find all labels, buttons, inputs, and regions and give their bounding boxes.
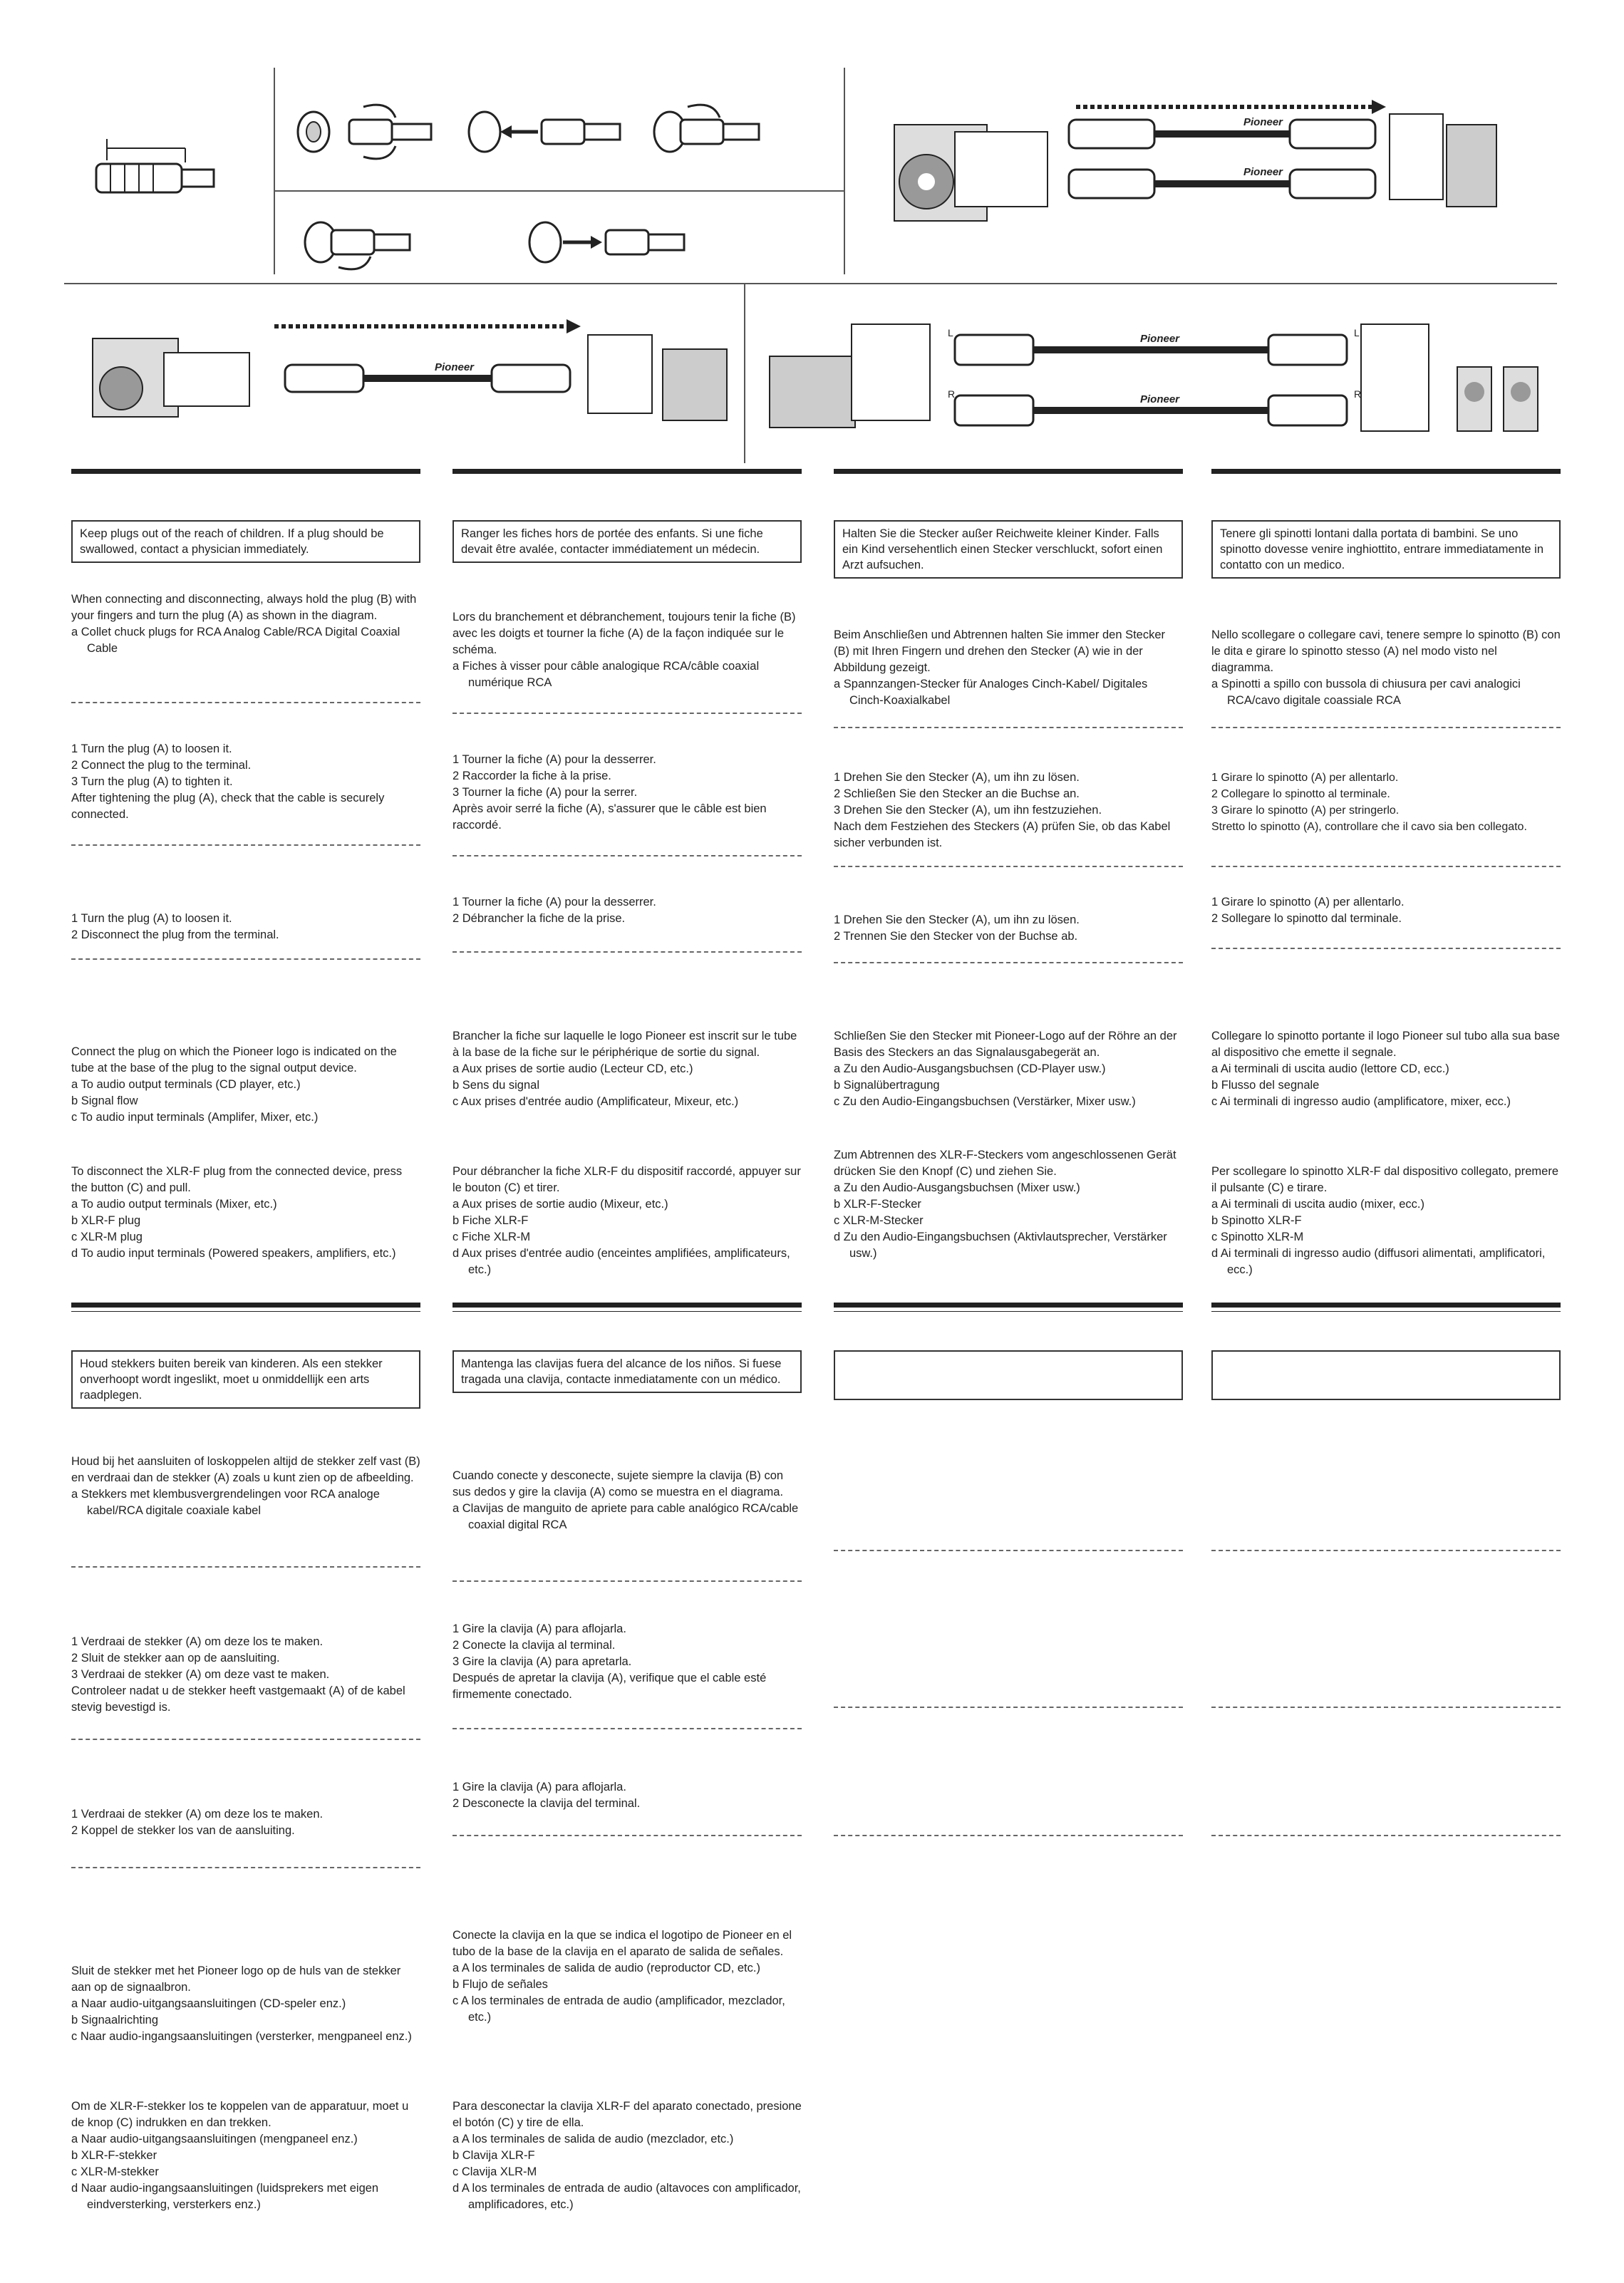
list-item: 2 Desconecte la clavija del terminal. <box>452 1797 641 1810</box>
child-warning: Ranger les fiches hors de portée des enfants. Si une fiche devait être avalée, contacter immédiatement un médecin. <box>452 520 802 563</box>
child-warning: Houd stekkers buiten bereik van kinderen. Als een stekker onverhoopt wordt ingeslikt, moet u onmiddellijk een arts raadplegen. <box>71 1350 420 1409</box>
list-item: a Spannzangen-Stecker für Analoges Cinch-Kabel/ Digitales Cinch-Koaxialkabel <box>834 678 1148 707</box>
cable-label: Pioneer <box>435 361 475 373</box>
divider <box>1211 866 1561 867</box>
paragraph: Controleer nadat u de stekker heeft vastgemaakt (A) of de kabel stevig bevestigd is. <box>71 1684 405 1714</box>
list-item: d Aux prises d'entrée audio (enceintes amplifiées, amplificateurs, etc.) <box>452 1247 790 1276</box>
divider <box>834 1550 1183 1551</box>
tighten-steps <box>1211 770 1561 835</box>
child-warning: Mantenga las clavijas fuera del alcance de los niños. Si fuese tragada una clavija, contacte inmediatamente con un médico. <box>452 1350 802 1393</box>
disconnect-steps <box>71 911 420 943</box>
list-item: 1 Girare lo spinotto (A) per allentarlo. <box>1211 896 1405 908</box>
section-rule <box>1211 1311 1561 1312</box>
list-item: b Signalübertragung <box>834 1079 940 1092</box>
logo-instructions <box>1211 1028 1561 1110</box>
paragraph: To disconnect the XLR-F plug from the connected device, press the button (C) and pull. <box>71 1165 403 1194</box>
list-item: a Ai terminali di uscita audio (mixer, ecc.) <box>1211 1198 1424 1211</box>
divider <box>1211 948 1561 949</box>
divider <box>71 1739 420 1740</box>
mixer-device-2 <box>663 349 727 420</box>
paragraph: Brancher la fiche sur laquelle le logo Pioneer est inscrit sur le tube à la base de la fiche sur le périphérique de sortie du signal. <box>452 1030 797 1059</box>
connect-instructions <box>71 1454 420 1519</box>
list-item: 1 Drehen Sie den Stecker (A), um ihn zu lösen. <box>834 913 1080 926</box>
list-item: b Fiche XLR-F <box>452 1214 529 1227</box>
list-item: 2 Sollegare lo spinotto dal terminale. <box>1211 912 1402 925</box>
disconnect-steps <box>452 1779 802 1812</box>
list-item: 2 Conecte la clavija al terminal. <box>452 1639 616 1652</box>
list-item: a To audio output terminals (Mixer, etc.) <box>71 1198 277 1211</box>
cable-label: Pioneer <box>1243 116 1283 128</box>
list-item: a Ai terminali di uscita audio (lettore CD, ecc.) <box>1211 1062 1449 1075</box>
xlr-instructions <box>834 1147 1183 1262</box>
output-panel-zoom <box>955 132 1048 207</box>
list-item: d Zu den Audio-Eingangsbuchsen (Aktivlautsprecher, Verstärker usw.) <box>834 1231 1167 1260</box>
divider <box>1211 727 1561 728</box>
xlr-instructions <box>452 2098 802 2213</box>
divider <box>452 855 802 856</box>
section-bar <box>452 469 802 474</box>
list-item: b XLR-F-Stecker <box>834 1198 921 1211</box>
section-bar <box>71 1303 420 1308</box>
paragraph: Zum Abtrennen des XLR-F-Steckers vom angeschlossenen Gerät drücken Sie den Knopf (C) und ziehen Sie. <box>834 1149 1176 1178</box>
divider <box>71 958 420 960</box>
list-item: 1 Turn the plug (A) to loosen it. <box>71 742 232 755</box>
connect-instructions <box>71 591 420 657</box>
list-item: c Clavija XLR-M <box>452 2165 537 2178</box>
xlr-output-zoom <box>852 324 930 420</box>
divider <box>834 1707 1183 1708</box>
logo-instructions <box>452 1927 802 2026</box>
list-item: d A los terminales de entrada de audio (altavoces con amplificador, amplificadores, etc.) <box>452 2182 801 2211</box>
list-item: b XLR-F-stekker <box>71 2149 157 2162</box>
step2-connect-illustration <box>469 112 620 152</box>
disconnect-step1-illustration <box>305 222 410 269</box>
section-rule <box>834 1311 1183 1312</box>
list-item: a Zu den Audio-Ausgangsbuchsen (Mixer usw.) <box>834 1181 1080 1194</box>
list-item: b Signal flow <box>71 1094 138 1107</box>
xlr-cable-r <box>955 393 1347 425</box>
tighten-steps <box>834 770 1183 851</box>
section-bar <box>834 1303 1183 1308</box>
list-item: 3 Verdraai de stekker (A) om deze vast te maken. <box>71 1668 330 1681</box>
logo-instructions <box>71 1963 420 2045</box>
rca-cable-l <box>1069 116 1375 148</box>
disconnect-steps <box>71 1806 420 1839</box>
tighten-steps <box>452 752 802 834</box>
disconnect-steps <box>1211 894 1561 927</box>
list-item: d Naar audio-ingangsaansluitingen (luidsprekers met eigen eindversterking, versterkers enz.) <box>71 2182 379 2211</box>
list-item: a Naar audio-uitgangsaansluitingen (CD-speler enz.) <box>71 1997 346 2010</box>
list-item: 1 Gire la clavija (A) para aflojarla. <box>452 1781 626 1793</box>
cable-label: Pioneer <box>1243 166 1283 178</box>
digital-output-zoom <box>164 353 249 406</box>
list-item: a A los terminales de salida de audio (mezclador, etc.) <box>452 2133 734 2145</box>
paragraph: Nello scollegare o collegare cavi, tenere sempre lo spinotto (B) con le dita e girare lo spinotto stesso (A) nel modo visto nel diagramma. <box>1211 628 1561 674</box>
paragraph: Conecte la clavija en la que se indica el logotipo de Pioneer en el tubo de la base de la clavija en el aparato de salida de señales. <box>452 1929 792 1958</box>
divider <box>71 702 420 703</box>
connect-instructions <box>834 627 1183 709</box>
list-item: c Aux prises d'entrée audio (Amplificateur, Mixeur, etc.) <box>452 1095 739 1108</box>
xlr-cable-l <box>955 333 1347 365</box>
list-item: b Flujo de señales <box>452 1978 548 1991</box>
divider <box>834 1835 1183 1836</box>
list-item: d To audio input terminals (Powered speakers, amplifiers, etc.) <box>71 1247 396 1260</box>
disconnect-step2-illustration <box>529 222 684 262</box>
list-item: 2 Raccorder la fiche à la prise. <box>452 770 611 782</box>
disconnect-steps <box>452 894 802 927</box>
list-item: d Ai terminali di ingresso audio (diffusori alimentati, amplificatori, ecc.) <box>1211 1247 1546 1276</box>
list-item: a To audio output terminals (CD player, etc.) <box>71 1078 301 1091</box>
disconnect-steps <box>834 912 1183 945</box>
list-item: a Collet chuck plugs for RCA Analog Cable/RCA Digital Coaxial Cable <box>71 626 400 655</box>
paragraph: Per scollegare lo spinotto XLR-F dal dispositivo collegato, premere il pulsante (C) e tirare. <box>1211 1165 1558 1194</box>
list-item: 3 Gire la clavija (A) para apretarla. <box>452 1655 632 1668</box>
list-item: 3 Drehen Sie den Stecker (A), um ihn festzuziehen. <box>834 804 1102 817</box>
divider <box>452 1728 802 1729</box>
paragraph: Houd bij het aansluiten of loskoppelen altijd de stekker zelf vast (B) en verdraai dan de stekker (A) zoals u kunt zien op de afbeelding. <box>71 1455 420 1484</box>
list-item: b Sens du signal <box>452 1079 540 1092</box>
xlr-instructions <box>71 2098 420 2213</box>
list-item: 3 Turn the plug (A) to tighten it. <box>71 775 233 788</box>
section-bar <box>71 469 420 474</box>
divider <box>834 962 1183 963</box>
list-item: a Aux prises de sortie audio (Mixeur, etc.) <box>452 1198 668 1211</box>
section-bar <box>1211 1303 1561 1308</box>
list-item: a Naar audio-uitgangsaansluitingen (mengpaneel enz.) <box>71 2133 358 2145</box>
xlr-input-zoom <box>1361 324 1429 431</box>
list-item: 1 Girare lo spinotto (A) per allentarlo. <box>1211 772 1399 784</box>
connect-instructions <box>1211 627 1561 709</box>
divider <box>452 713 802 714</box>
list-item: c Zu den Audio-Eingangsbuchsen (Verstärker, Mixer usw.) <box>834 1095 1136 1108</box>
paragraph: Nach dem Festziehen des Steckers (A) prüfen Sie, ob das Kabel sicher verbunden ist. <box>834 820 1171 849</box>
channel-mark: L <box>1354 327 1360 338</box>
logo-instructions <box>834 1028 1183 1110</box>
collet-plug-illustration <box>96 139 214 192</box>
paragraph: Schließen Sie den Stecker mit Pioneer-Logo auf der Röhre an der Basis des Steckers an das Signalausgabegerät an. <box>834 1030 1177 1059</box>
divider <box>452 951 802 953</box>
list-item: a Spinotti a spillo con bussola di chiusura per cavi analogici RCA/cavo digitale coassiale RCA <box>1211 678 1521 707</box>
list-item: c Naar audio-ingangsaansluitingen (versterker, mengpaneel enz.) <box>71 2030 412 2043</box>
mixer-device-3 <box>770 356 855 428</box>
divider <box>1211 1707 1561 1708</box>
list-item: c XLR-M-Stecker <box>834 1214 924 1227</box>
paragraph: Stretto lo spinotto (A), controllare che il cavo sia ben collegato. <box>1211 821 1527 833</box>
cable-label: Pioneer <box>1140 333 1180 345</box>
list-item: a Clavijas de manguito de apriete para cable analógico RCA/cable coaxial digital RCA <box>452 1502 799 1531</box>
xlr-instructions <box>1211 1164 1561 1278</box>
list-item: 2 Koppel de stekker los van de aansluiting. <box>71 1824 295 1837</box>
section-bar <box>1211 469 1561 474</box>
rca-cable-r <box>1069 166 1375 198</box>
paragraph: Connect the plug on which the Pioneer logo is indicated on the tube at the base of the plug to the signal output device. <box>71 1045 397 1075</box>
paragraph: When connecting and disconnecting, always hold the plug (B) with your fingers and turn the plug (A) as shown in the diagram. <box>71 593 417 622</box>
list-item: 1 Drehen Sie den Stecker (A), um ihn zu lösen. <box>834 771 1080 784</box>
section-rule <box>452 1311 802 1312</box>
list-item: 2 Connect the plug to the terminal. <box>71 759 252 772</box>
list-item: c Fiche XLR-M <box>452 1231 531 1243</box>
list-item: c Spinotto XLR-M <box>1211 1231 1304 1243</box>
list-item: 1 Tourner la fiche (A) pour la desserrer. <box>452 753 656 766</box>
divider <box>1211 1550 1561 1551</box>
section-bar <box>452 1303 802 1308</box>
list-item: b Flusso del segnale <box>1211 1079 1320 1092</box>
list-item: a Zu den Audio-Ausgangsbuchsen (CD-Player usw.) <box>834 1062 1106 1075</box>
list-item: 2 Collegare lo spinotto al terminale. <box>1211 788 1390 800</box>
paragraph: Sluit de stekker met het Pioneer logo op de huls van de stekker aan op de signaalbron. <box>71 1964 401 1994</box>
empty-warning-box <box>1211 1350 1561 1400</box>
divider <box>71 844 420 846</box>
list-item: c To audio input terminals (Amplifer, Mixer, etc.) <box>71 1111 319 1124</box>
connect-instructions <box>452 1468 802 1533</box>
xlr-instructions <box>71 1164 420 1262</box>
coaxial-cable <box>285 361 570 392</box>
list-item: a Stekkers met klembusvergrendelingen voor RCA analoge kabel/RCA digitale coaxiale kabel <box>71 1488 380 1517</box>
list-item: a A los terminales de salida de audio (reproductor CD, etc.) <box>452 1962 760 1974</box>
child-warning: Keep plugs out of the reach of children. If a plug should be swallowed, contact a physician immediately. <box>71 520 420 563</box>
tighten-steps <box>71 741 420 823</box>
paragraph: Lors du branchement et débranchement, toujours tenir la fiche (B) avec les doigts et tourner la fiche (A) de la façon indiquée sur le schéma. <box>452 611 796 656</box>
mixer-device <box>1447 125 1496 207</box>
paragraph: Collegare lo spinotto portante il logo Pioneer sul tubo alla sua base al dispositivo che emette il segnale. <box>1211 1030 1560 1059</box>
tighten-steps <box>452 1621 802 1703</box>
list-item: 2 Débrancher la fiche de la prise. <box>452 912 626 925</box>
paragraph: After tightening the plug (A), check that the cable is securely connected. <box>71 792 385 821</box>
list-item: 1 Tourner la fiche (A) pour la desserrer. <box>452 896 656 908</box>
paragraph: Pour débrancher la fiche XLR-F du dispositif raccordé, appuyer sur le bouton (C) et tirer. <box>452 1165 801 1194</box>
divider <box>452 1835 802 1836</box>
channel-mark: R <box>948 388 956 400</box>
list-item: b XLR-F plug <box>71 1214 141 1227</box>
list-item: 1 Verdraai de stekker (A) om deze los te maken. <box>71 1635 324 1648</box>
paragraph: Cuando conecte y desconecte, sujete siempre la clavija (B) con sus dedos y gire la clavija (A) como se muestra en el diagrama. <box>452 1469 784 1498</box>
step1-loosen-illustration <box>298 105 431 159</box>
tighten-steps <box>71 1634 420 1716</box>
paragraph: Om de XLR-F-stekker los te koppelen van de apparatuur, moet u de knop (C) indrukken en dan trekken. <box>71 2100 409 2129</box>
list-item: c A los terminales de entrada de audio (amplificador, mezclador, etc.) <box>452 1994 785 2024</box>
logo-instructions <box>71 1044 420 1126</box>
list-item: c XLR-M-stekker <box>71 2165 159 2178</box>
channel-mark: L <box>948 327 953 338</box>
paragraph: Después de apretar la clavija (A), verifique que el cable esté firmemente conectado. <box>452 1672 767 1701</box>
list-item: b Clavija XLR-F <box>452 2149 535 2162</box>
divider <box>452 1580 802 1582</box>
list-item: a Fiches à visser pour câble analogique RCA/câble coaxial numérique RCA <box>452 660 760 689</box>
empty-warning-box <box>834 1350 1183 1400</box>
logo-instructions <box>452 1028 802 1110</box>
list-item: b Signaalrichting <box>71 2014 158 2026</box>
paragraph: Après avoir serré la fiche (A), s'assurer que le câble est bien raccordé. <box>452 802 767 832</box>
divider <box>834 727 1183 728</box>
channel-mark: R <box>1354 388 1362 400</box>
list-item: 2 Sluit de stekker aan op de aansluiting. <box>71 1652 280 1665</box>
divider <box>834 866 1183 867</box>
list-item: c Ai terminali di ingresso audio (amplificatore, mixer, ecc.) <box>1211 1095 1511 1108</box>
child-warning: Tenere gli spinotti lontani dalla portata di bambini. Se uno spinotto dovesse venire inghiottito, entrare immediatamente in contatto con un medico. <box>1211 520 1561 579</box>
child-warning: Halten Sie die Stecker außer Reichweite kleiner Kinder. Falls ein Kind versehentlich einen Stecker verschluckt, sofort einen Arzt aufsuchen. <box>834 520 1183 579</box>
list-item: 1 Verdraai de stekker (A) om deze los te maken. <box>71 1808 324 1821</box>
list-item: 3 Tourner la fiche (A) pour la serrer. <box>452 786 638 799</box>
paragraph: Para desconectar la clavija XLR-F del aparato conectado, presione el botón (C) y tire de ella. <box>452 2100 802 2129</box>
list-item: 3 Girare lo spinotto (A) per stringerlo. <box>1211 804 1400 817</box>
section-rule <box>71 1311 420 1312</box>
diagram-area <box>0 0 1624 463</box>
input-panel-zoom <box>1390 114 1443 200</box>
list-item: c XLR-M plug <box>71 1231 143 1243</box>
connect-instructions <box>452 609 802 691</box>
list-item: 1 Turn the plug (A) to loosen it. <box>71 912 232 925</box>
section-bar <box>834 469 1183 474</box>
list-item: 2 Trennen Sie den Stecker von der Buchse ab. <box>834 930 1078 943</box>
step3-tighten-illustration <box>654 105 759 152</box>
digital-input-zoom <box>588 335 652 413</box>
xlr-instructions <box>452 1164 802 1278</box>
list-item: 1 Gire la clavija (A) para aflojarla. <box>452 1622 626 1635</box>
list-item: 2 Disconnect the plug from the terminal. <box>71 928 279 941</box>
divider <box>71 1867 420 1868</box>
cable-label: Pioneer <box>1140 393 1180 405</box>
list-item: 2 Schließen Sie den Stecker an die Buchse an. <box>834 787 1080 800</box>
list-item: b Spinotto XLR-F <box>1211 1214 1302 1227</box>
paragraph: Beim Anschließen und Abtrennen halten Sie immer den Stecker (B) mit Ihren Fingern und drehen den Stecker (A) wie in der Abbildung gezeigt. <box>834 628 1166 674</box>
divider <box>1211 1835 1561 1836</box>
divider <box>71 1566 420 1568</box>
list-item: a Aux prises de sortie audio (Lecteur CD, etc.) <box>452 1062 693 1075</box>
